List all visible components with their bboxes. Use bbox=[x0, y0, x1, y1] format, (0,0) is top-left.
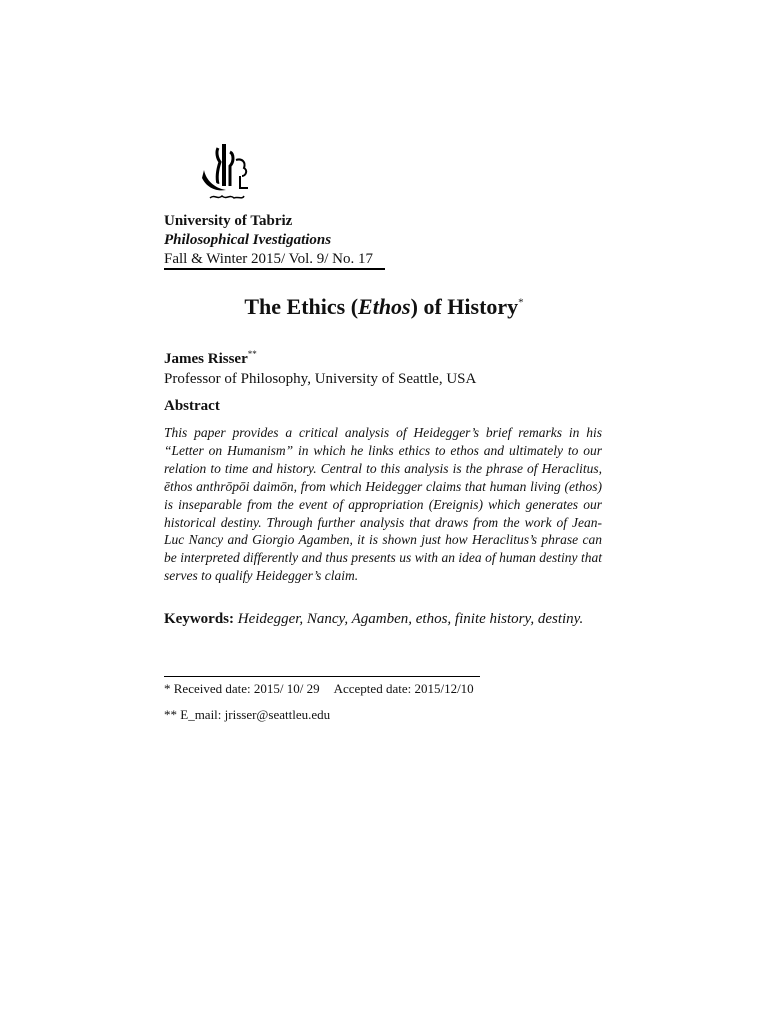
journal-name: Philosophical Ivestigations bbox=[164, 232, 332, 248]
title-text-end: ) of History bbox=[410, 294, 519, 319]
author-footnote-mark: ** bbox=[247, 349, 257, 359]
keywords-value: Heidegger, Nancy, Agamben, ethos, finite history, destiny. bbox=[237, 611, 584, 627]
title-footnote-mark: * bbox=[518, 296, 524, 309]
footnote-divider bbox=[164, 676, 480, 677]
keywords-label: Keywords: bbox=[164, 611, 234, 627]
journal-issue: Fall & Winter 2015/ Vol. 9/ No. 17 bbox=[164, 251, 373, 267]
footnote-email: ** E_mail: jrisser@seattleu.edu bbox=[164, 707, 331, 722]
received-date: * Received date: 2015/ 10/ 29 bbox=[164, 681, 320, 696]
article-title bbox=[0, 294, 768, 320]
title-text-emphasis: Ethos bbox=[358, 294, 411, 319]
abstract-heading: Abstract bbox=[164, 398, 220, 414]
university-logo-icon bbox=[196, 140, 258, 206]
accepted-date: Accepted date: 2015/12/10 bbox=[333, 681, 474, 696]
keywords bbox=[164, 609, 602, 629]
journal-header bbox=[164, 212, 373, 269]
university-name: University of Tabriz bbox=[164, 213, 293, 229]
author-block bbox=[164, 344, 476, 389]
author-name: James Risser bbox=[164, 351, 248, 367]
author-affiliation: Professor of Philosophy, University of Seattle, USA bbox=[164, 371, 477, 387]
abstract-text: This paper provides a critical analysis of Heidegger’s brief remarks in his “Letter on Humanism” in which he links ethics to ethos and ultimately to our relation to time and history. Central to this analysis is the phrase of Heraclitus, ēthos anthrōpōi daimōn, from which Heidegger claims that human living (ethos) is inseparable from the event of appropriation (Ereignis) which generates our historical destiny. Through further analysis that draws from the work of Jean-Luc Nancy and Giorgio Agamben, it is shown just how Heraclitus’s phrase can be interpreted differently and thus presents us with an idea of human destiny that serves to qualify Heidegger’s claim. bbox=[164, 425, 602, 584]
footnote-dates bbox=[164, 681, 474, 697]
header-divider bbox=[164, 268, 385, 270]
title-text-start: The Ethics ( bbox=[244, 294, 359, 319]
